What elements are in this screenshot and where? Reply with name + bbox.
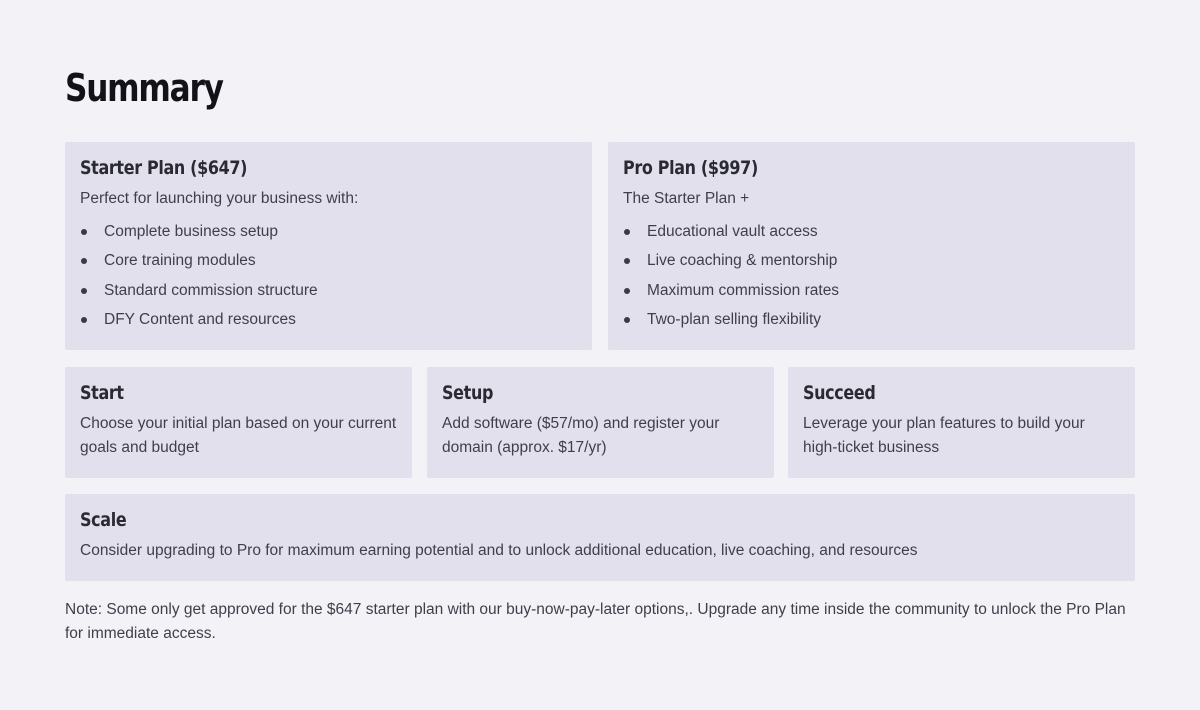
bullet-icon — [624, 258, 630, 264]
step-card-succeed — [788, 367, 1135, 478]
steps-row — [65, 367, 1135, 478]
step-title: Setup — [442, 382, 494, 404]
list-item — [80, 305, 577, 334]
starter-plan-title: Starter Plan ($647) — [80, 157, 248, 179]
scale-row — [65, 494, 1135, 581]
summary-page — [65, 62, 1135, 642]
feature-text: Standard commission structure — [104, 281, 318, 299]
bullet-icon — [81, 258, 87, 264]
list-item — [623, 276, 1120, 305]
step-text: Leverage your plan features to build your high-ticket business — [803, 415, 1085, 456]
feature-text: Live coaching & mentorship — [647, 252, 838, 270]
page-title: Summary — [65, 66, 223, 110]
step-card-start — [65, 367, 412, 478]
step-title: Succeed — [803, 382, 876, 404]
scale-card — [65, 494, 1135, 581]
list-item — [80, 276, 577, 305]
list-item — [623, 305, 1120, 334]
step-title: Start — [80, 382, 124, 404]
plans-row — [65, 142, 1135, 350]
step-text: Add software ($57/mo) and register your domain (approx. $17/yr) — [442, 415, 720, 456]
feature-text: Educational vault access — [647, 223, 818, 240]
bullet-icon — [81, 317, 87, 323]
bullet-icon — [624, 288, 630, 294]
scale-title: Scale — [80, 509, 127, 531]
note-text: Note: Some only get approved for the $647 starter plan with our buy-now-pay-later options,. Upgrade any time inside the community to unlock the Pro Plan for immediate access. — [65, 601, 1126, 642]
feature-text: Two-plan selling flexibility — [647, 310, 822, 328]
feature-text: Maximum commission rates — [647, 281, 840, 299]
starter-plan-card — [65, 142, 592, 350]
list-item — [623, 246, 1120, 275]
feature-text: Complete business setup — [104, 223, 279, 240]
list-item — [80, 217, 577, 246]
pro-plan-intro: The Starter Plan + — [623, 190, 750, 207]
bullet-icon — [624, 317, 630, 323]
pro-plan-card — [608, 142, 1135, 350]
step-card-setup — [427, 367, 774, 478]
pro-plan-title: Pro Plan ($997) — [623, 157, 758, 179]
feature-text: DFY Content and resources — [104, 310, 296, 328]
feature-text: Core training modules — [104, 252, 256, 270]
starter-feature-list — [80, 217, 577, 334]
bullet-icon — [81, 288, 87, 294]
starter-plan-intro: Perfect for launching your business with: — [80, 190, 359, 207]
list-item — [80, 246, 577, 275]
bullet-icon — [81, 229, 87, 235]
pro-feature-list — [623, 217, 1120, 334]
step-text: Choose your initial plan based on your current goals and budget — [80, 415, 397, 456]
bullet-icon — [624, 229, 630, 235]
scale-text: Consider upgrading to Pro for maximum earning potential and to unlock additional education, live coaching, and resources — [80, 542, 918, 559]
list-item — [623, 217, 1120, 246]
